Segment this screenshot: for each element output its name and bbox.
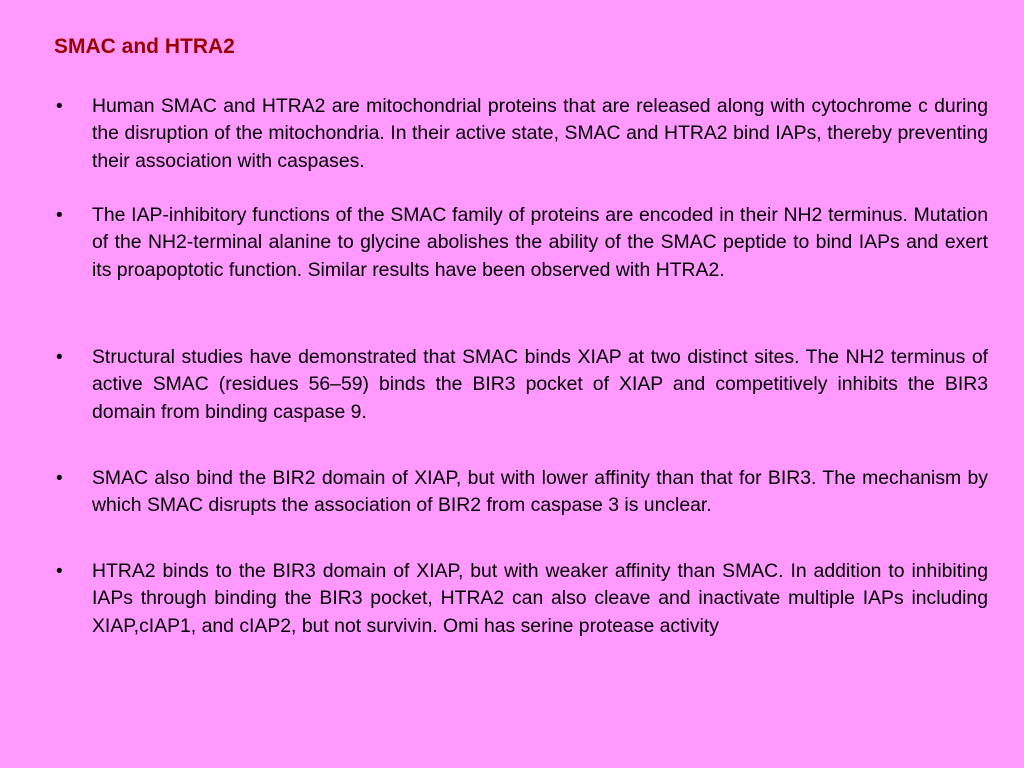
bullet-item (56, 93, 988, 175)
bullet-text: Structural studies have demonstrated that SMAC binds XIAP at two distinct sites. The NH2 terminus of active SMAC (residues 56–59) binds the BIR3 pocket of XIAP and competitively inhibits the BIR3 domain from binding caspase 9. (92, 346, 988, 423)
bullet-marker: • (56, 468, 63, 489)
bullet-text: SMAC also bind the BIR2 domain of XIAP, but with lower affinity than that for BIR3. The mechanism by which SMAC disrupts the association of BIR2 from caspase 3 is unclear. (92, 467, 988, 517)
bullet-item (56, 344, 988, 426)
bullet-item (56, 465, 988, 520)
bullet-marker: • (56, 205, 63, 226)
bullet-text: The IAP-inhibitory functions of the SMAC family of proteins are encoded in their NH2 terminus. Mutation of the NH2-terminal alanine to glycine abolishes the ability of the SMAC peptide to bind IAPs and exert its proapoptotic function. Similar results have been observed with HTRA2. (92, 204, 988, 281)
bullet-item (56, 558, 988, 640)
bullet-marker: • (56, 347, 63, 368)
bullet-text: HTRA2 binds to the BIR3 domain of XIAP, but with weaker affinity than SMAC. In addition to inhibiting IAPs through binding the BIR3 pocket, HTRA2 can also cleave and inactivate multiple IAPs including XIAP,cIAP1, and cIAP2, but not survivin. Omi has serine protease activity (92, 560, 988, 637)
slide-title: SMAC and HTRA2 (54, 35, 235, 58)
bullet-text: Human SMAC and HTRA2 are mitochondrial proteins that are released along with cytochrome c during the disruption of the mitochondria. In their active state, SMAC and HTRA2 bind IAPs, thereby preventing their association with caspases. (92, 95, 988, 172)
bullet-marker: • (56, 561, 63, 582)
bullet-item (56, 202, 988, 284)
bullet-marker: • (56, 96, 63, 117)
